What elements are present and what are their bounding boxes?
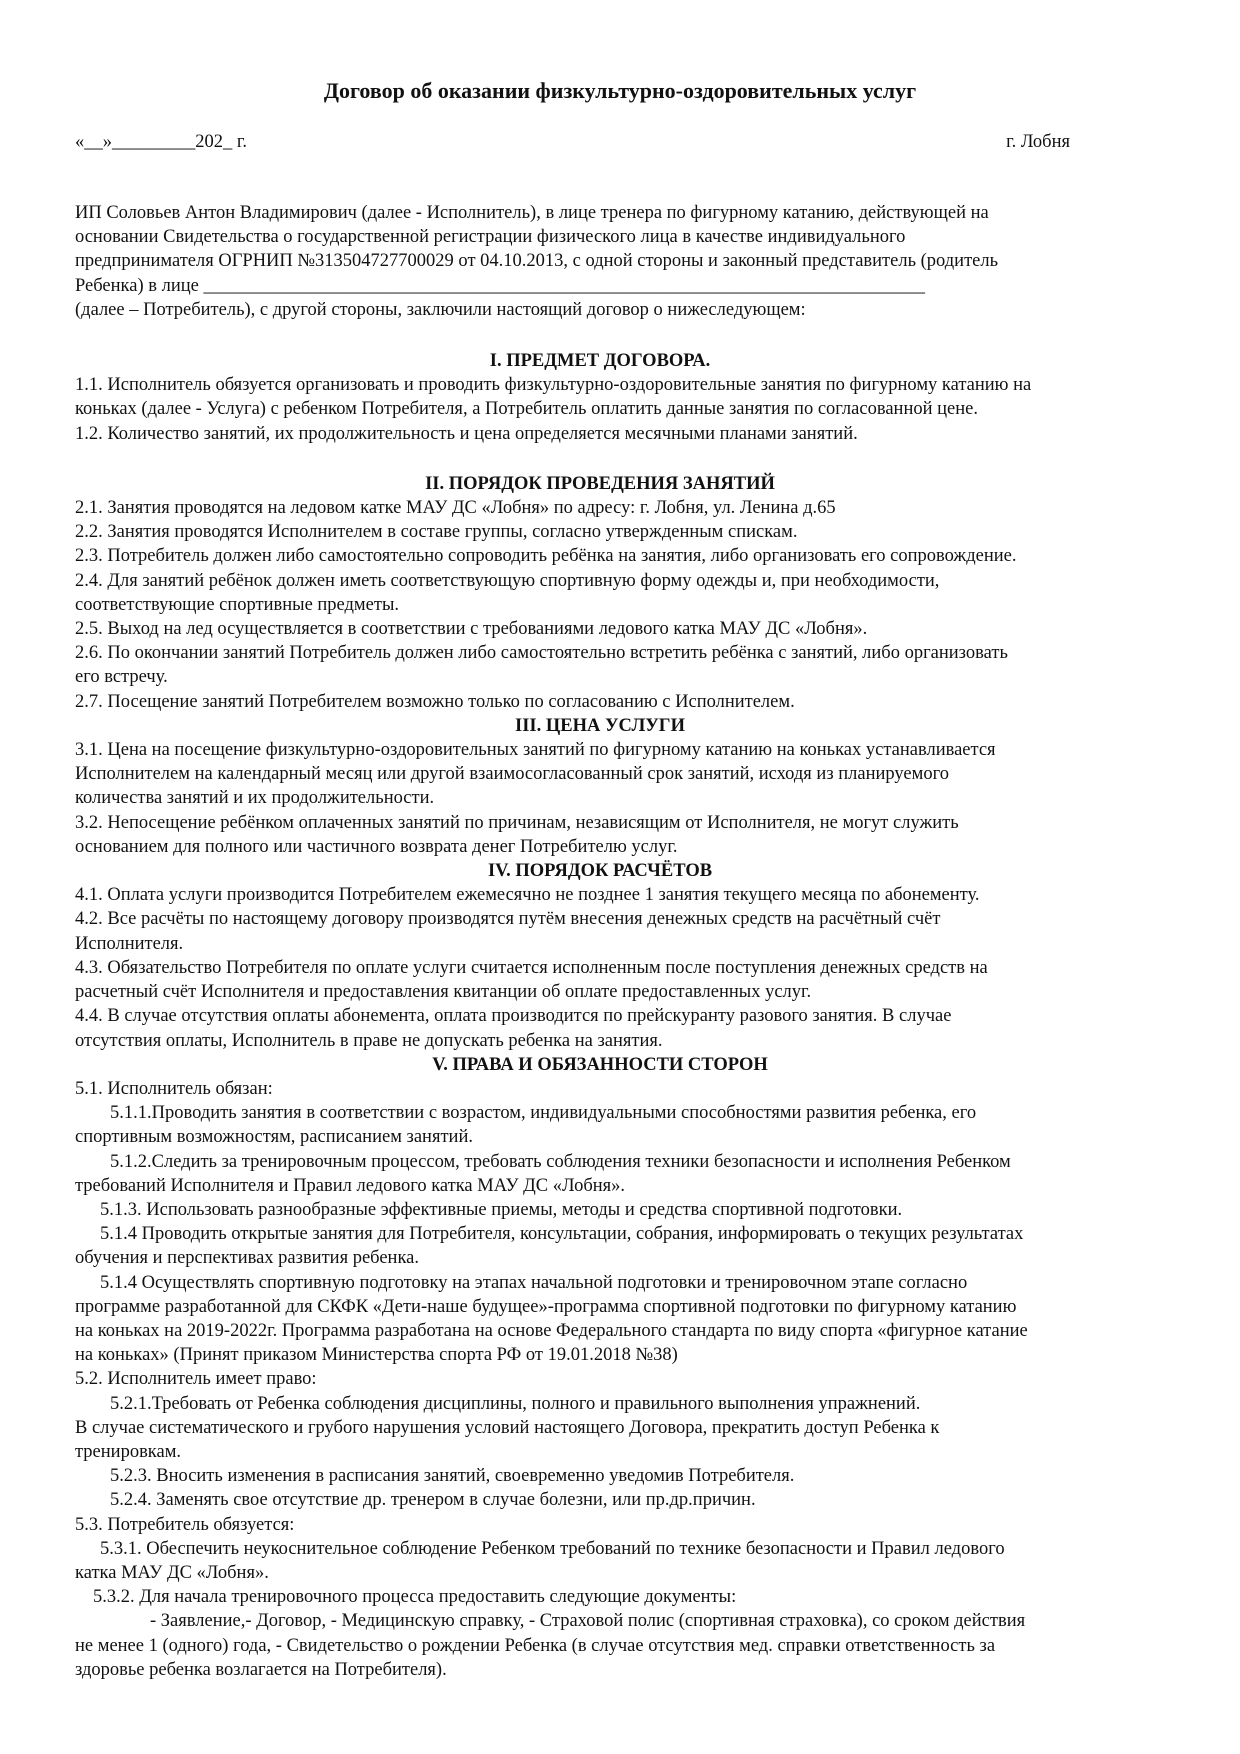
clause-line: 2.5. Выход на лед осуществляется в соответствии с требованиями ледового катка МАУ ДС «Лобня». [75,619,868,640]
clause-line: его встречу. [75,667,168,688]
clause-line: 2.1. Занятия проводятся на ледовом катке МАУ ДС «Лобня» по адресу: г. Лобня, ул. Ленина д.65 [75,498,836,519]
clause-line: 5.2.3. Вносить изменения в расписания занятий, своевременно уведомив Потребителя. [110,1466,795,1487]
clause-line: 5.1.1.Проводить занятия в соответствии с возрастом, индивидуальными способностями развития ребенка, его [110,1103,977,1124]
contract-body [75,201,1175,1682]
clause-line: требований Исполнителя и Правил ледового катка МАУ ДС «Лобня». [75,1175,626,1196]
clause-line: программе разработанной для СКФК «Дети-наше будущее»-программа спортивной подготовки по фигурному катанию [75,1296,1017,1317]
intro-line: основании Свидетельства о государственной регистрации физического лица в качестве индивидуального [75,227,906,248]
clause-line: 1.2. Количество занятий, их продолжительность и цена определяется месячными планами занятий. [75,423,858,444]
clause-line: количества занятий и их продолжительности. [75,788,435,809]
section-3-heading: III. ЦЕНА УСЛУГИ [515,715,685,736]
clause-line: отсутствия оплаты, Исполнитель в праве не допускать ребенка на занятия. [75,1030,663,1051]
clause-line: 5.1.3. Использовать разнообразные эффективные приемы, методы и средства спортивной подготовки. [100,1199,903,1220]
clause-line: 5.1.4 Осуществлять спортивную подготовку на этапах начальной подготовки и тренировочном этапе согласно [100,1272,968,1293]
clause-line: соответствующие спортивные предметы. [75,594,399,615]
clause-line: Исполнителем на календарный месяц или другой взаимосогласованный срок занятий, исходя из планируемого [75,764,949,785]
clause-line: В случае систематического и грубого нарушения условий настоящего Договора, прекратить доступ Ребенка к [75,1417,940,1438]
intro-line: предпринимателя ОГРНИП №313504727700029 от 04.10.2013, с одной стороны и законный представитель (родитель [75,251,999,272]
clause-line: 4.3. Обязательство Потребителя по оплате услуги считается исполненным после поступления денежных средств на [75,957,988,978]
clause-line: 2.7. Посещение занятий Потребителем возможно только по согласованию с Исполнителем. [75,691,795,712]
clause-line: 3.1. Цена на посещение физкультурно-оздоровительных занятий по фигурному катанию на коньках устанавливается [75,740,996,761]
clause-line: 5.2.4. Заменять свое отсутствие др. тренером в случае болезни, или пр.др.причин. [110,1490,756,1511]
clause-line: 5.3. Потребитель обязуется: [75,1514,295,1535]
clause-line: 2.2. Занятия проводятся Исполнителем в составе группы, согласно утвержденным спискам. [75,522,798,543]
date-line [75,131,1070,153]
intro-line: Ребенка) в лице ______________________________________________________________________________ [75,275,925,296]
clause-line: основанием для полного или частичного возврата денег Потребителю услуг. [75,836,678,857]
contract-date: «__»_________202_ г. [75,132,248,152]
contract-city: г. Лобня [1006,132,1070,152]
clause-line: коньках (далее - Услуга) с ребенком Потребителя, а Потребитель оплатить данные занятия по согласованной цене. [75,399,978,420]
clause-line: - Заявление,- Договор, - Медицинскую справку, - Страховой полис (спортивная страховка), со сроком действия [150,1611,1026,1632]
intro-line: (далее – Потребитель), с другой стороны, заключили настоящий договор о нижеследующем: [75,299,806,320]
clause-line: на коньках» (Принят приказом Министерства спорта РФ от 19.01.2018 №38) [75,1345,678,1366]
clause-line: 5.2. Исполнитель имеет право: [75,1369,317,1390]
clause-line: 4.4. В случае отсутствия оплаты абонемента, оплата производится по прейскуранту разового занятия. В случае [75,1006,952,1027]
clause-line: 2.6. По окончании занятий Потребитель должен либо самостоятельно встретить ребёнка с занятий, либо организовать [75,643,1008,664]
clause-line: обучения и перспективах развития ребенка. [75,1248,419,1269]
clause-line: 5.1. Исполнитель обязан: [75,1078,273,1099]
clause-line: 5.3.1. Обеспечить неукоснительное соблюдение Ребенком требований по технике безопасности и Правил ледового [100,1538,1005,1559]
section-2-heading: II. ПОРЯДОК ПРОВЕДЕНИЯ ЗАНЯТИЙ [425,473,775,494]
clause-line: тренировкам. [75,1441,182,1462]
clause-line: 3.2. Непосещение ребёнком оплаченных занятий по причинам, независящим от Исполнителя, не могут служить [75,812,959,833]
clause-line: катка МАУ ДС «Лобня». [75,1562,269,1583]
section-1-heading: I. ПРЕДМЕТ ДОГОВОРА. [489,351,711,372]
clause-line: расчетный счёт Исполнителя и предоставления квитанции об оплате предоставленных услуг. [75,982,812,1003]
intro-line: ИП Соловьев Антон Владимирович (далее - Исполнитель), в лице тренера по фигурному катанию, действующей на [75,203,989,223]
clause-line: 5.2.1.Требовать от Ребенка соблюдения дисциплины, полного и правильного выполнения упражнений. [110,1393,921,1414]
clause-line: Исполнителя. [75,933,184,954]
clause-line: спортивным возможностям, расписанием занятий. [75,1127,473,1148]
clause-line: не менее 1 (одного) года, - Свидетельство о рождении Ребенка (в случае отсутствия мед. справки ответственность за [75,1635,996,1656]
document-title: Договор об оказании физкультурно-оздоровительных услуг [323,78,917,103]
section-5-heading: V. ПРАВА И ОБЯЗАННОСТИ СТОРОН [432,1054,768,1075]
clause-line: 4.1. Оплата услуги производится Потребителем ежемесячно не позднее 1 занятия текущего месяца по абонементу. [75,885,980,906]
clause-line: 5.1.4 Проводить открытые занятия для Потребителя, консультации, собрания, информировать о текущих результатах [100,1224,1024,1245]
clause-line: 2.3. Потребитель должен либо самостоятельно сопроводить ребёнка на занятия, либо организовать его сопровождение. [75,546,1017,567]
clause-line: здоровье ребенка возлагается на Потребителя). [75,1659,447,1680]
clause-line: 4.2. Все расчёты по настоящему договору производятся путём внесения денежных средств на расчётный счёт [75,909,941,930]
section-4-heading: IV. ПОРЯДОК РАСЧЁТОВ [487,861,713,882]
clause-line: 5.3.2. Для начала тренировочного процесса предоставить следующие документы: [93,1587,737,1608]
clause-line: 5.1.2.Следить за тренировочным процессом, требовать соблюдения техники безопасности и исполнения Ребенком [110,1151,1011,1172]
clause-line: на коньках на 2019-2022г. Программа разработана на основе Федерального стандарта по виду спорта «фигурное катание [75,1320,1028,1341]
clause-line: 2.4. Для занятий ребёнок должен иметь соответствующую спортивную форму одежды и, при необходимости, [75,570,940,591]
clause-line: 1.1. Исполнитель обязуется организовать и проводить физкультурно-оздоровительные занятия по фигурному катанию на [75,375,1032,396]
